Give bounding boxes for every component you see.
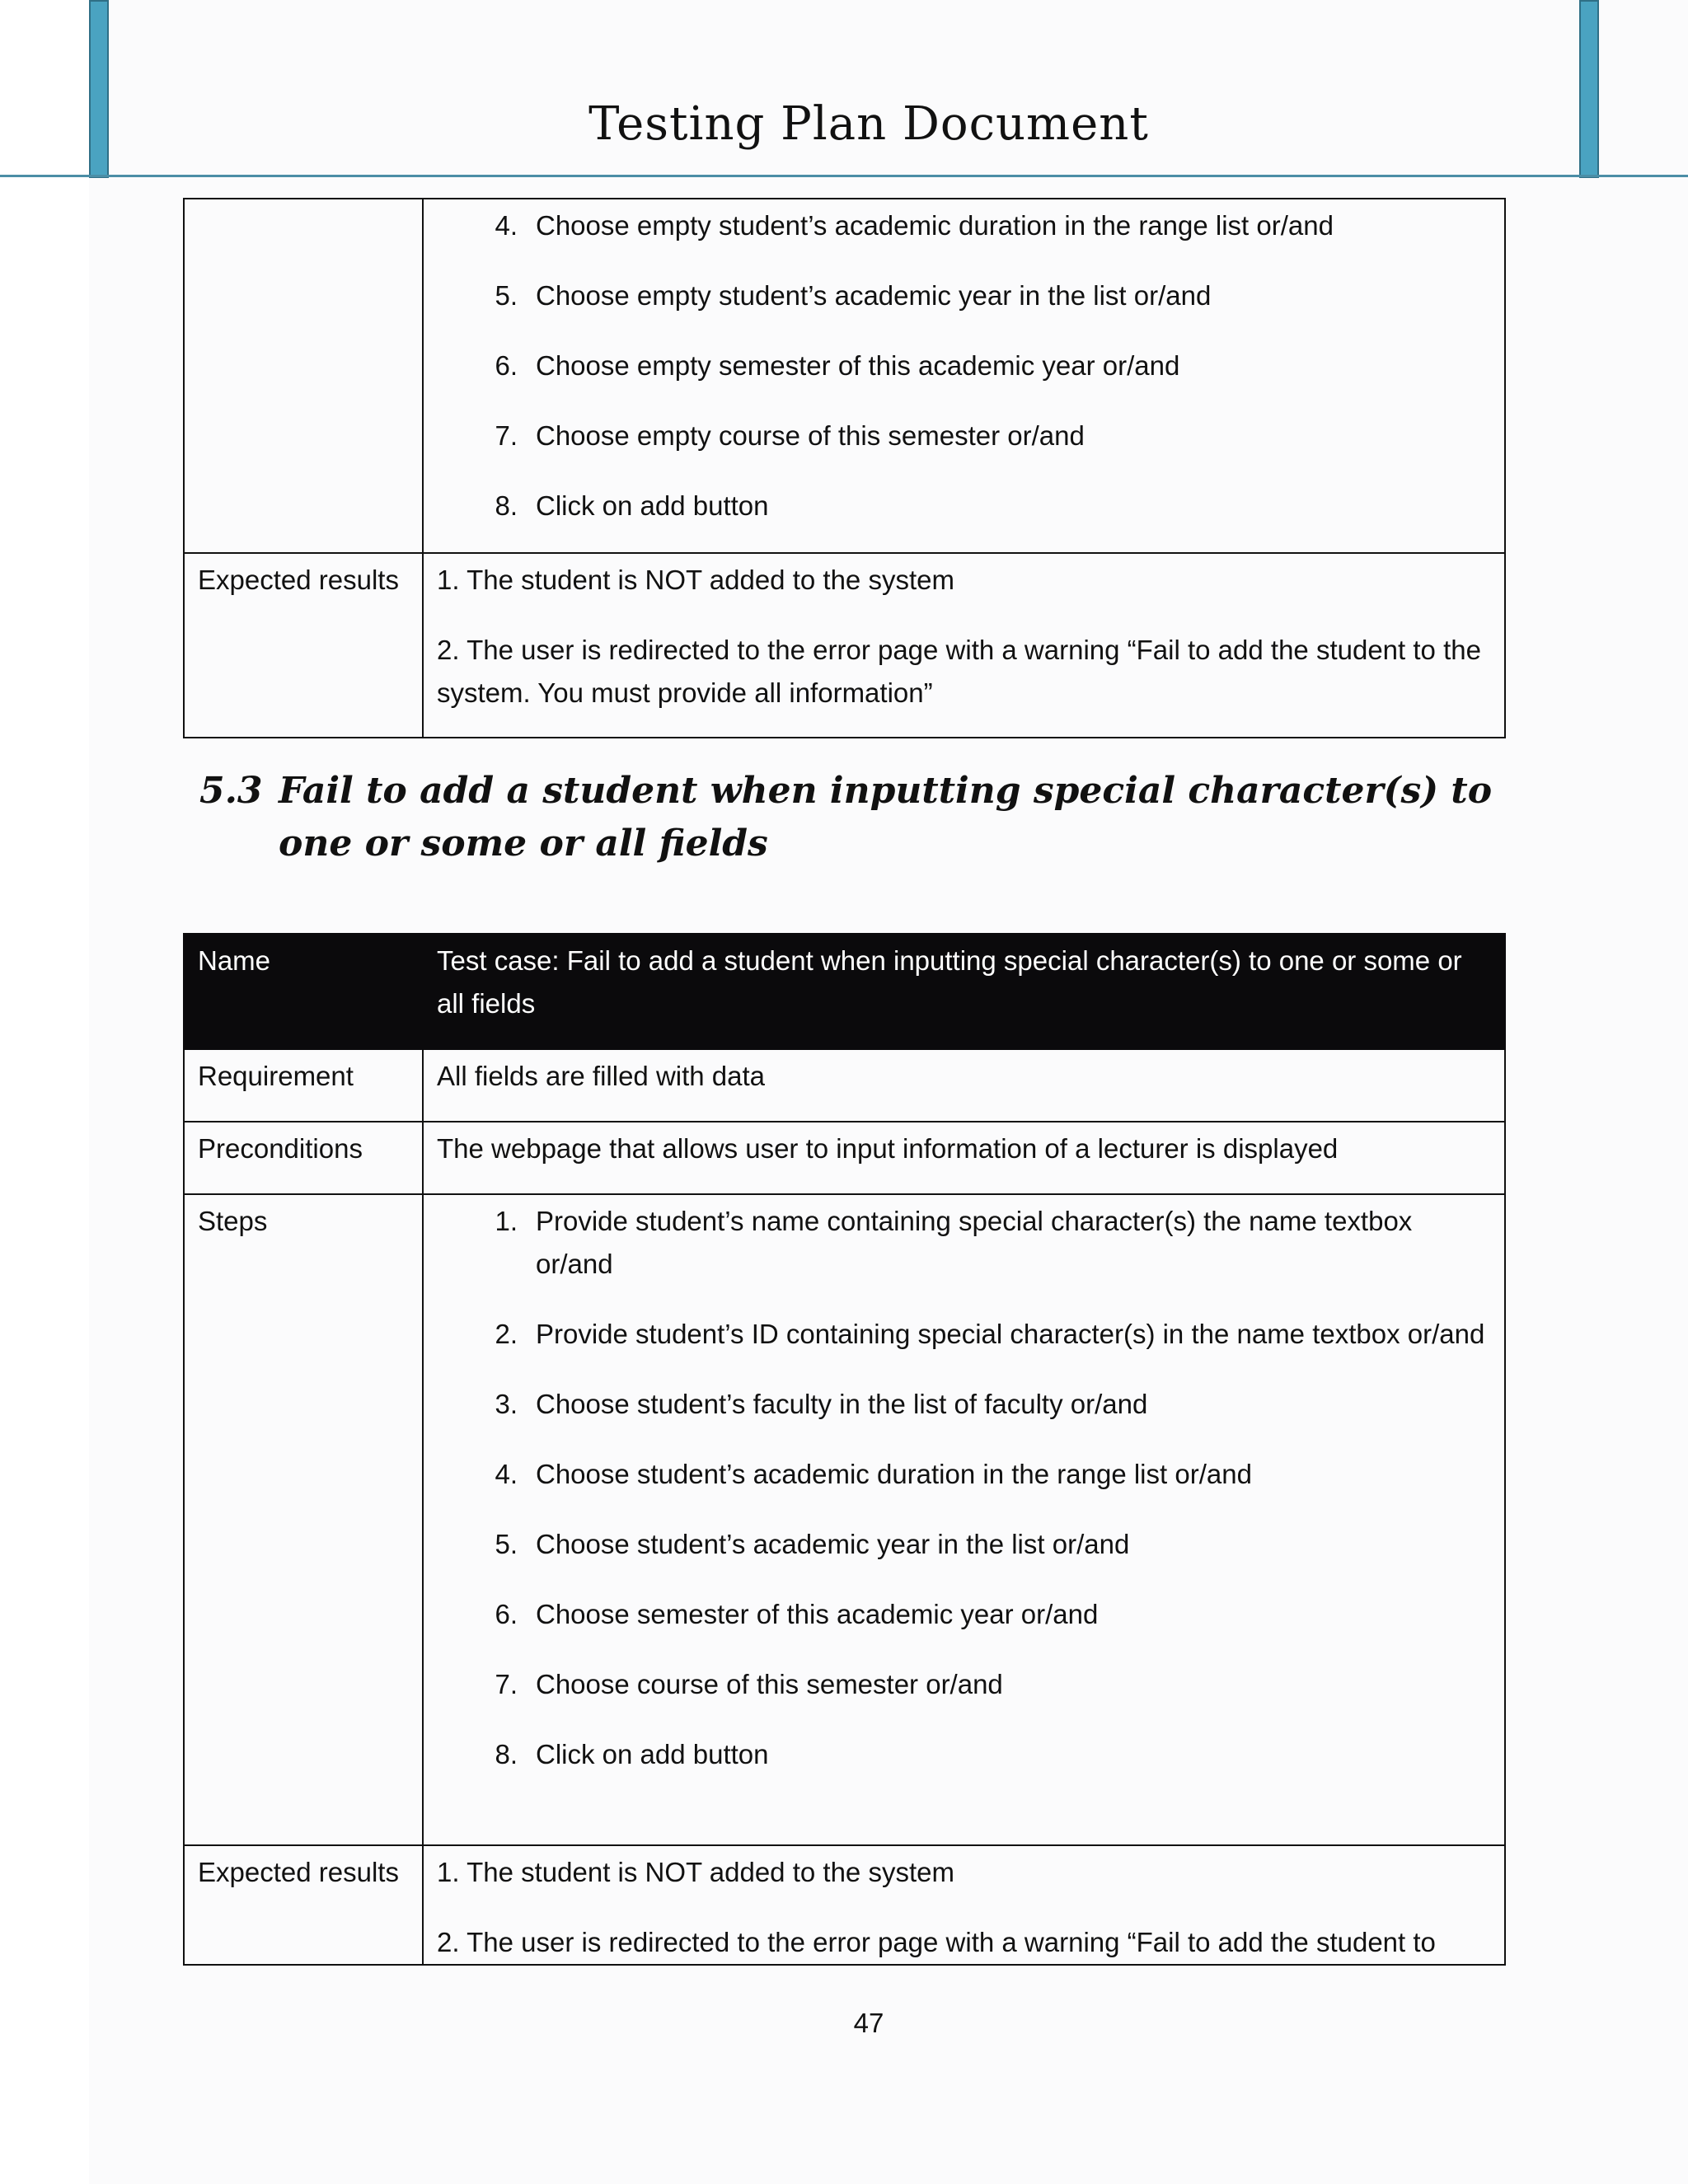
expected-results-label: Expected results [184,553,423,738]
list-item: 1. Provide student’s name containing special character(s) the name textbox or/and [495,1206,1413,1279]
steps-list [437,1200,1491,1776]
list-item: 7. Choose empty course of this semester or/and [495,420,1085,451]
list-item: 6. Choose semester of this academic year or/and [495,1599,1099,1629]
name-value: Test case: Fail to add a student when inputting special character(s) to one or some or all fields [423,934,1505,1049]
page-number: 47 [853,2008,884,2038]
list-item: 6. Choose empty semester of this academic year or/and [495,350,1180,381]
requirement-label: Requirement [184,1049,423,1122]
steps-list [437,204,1491,527]
section-number: 5.3 [199,770,263,812]
list-item: 5. Choose student’s academic year in the list or/and [495,1529,1130,1559]
table-row [184,553,1505,738]
expected-results-cell [423,553,1505,738]
header-rule [0,175,1688,177]
list-item: 3. Choose student’s faculty in the list of faculty or/and [495,1389,1148,1419]
preconditions-value: The webpage that allows user to input information of a lecturer is displayed [423,1122,1505,1194]
preconditions-label: Preconditions [184,1122,423,1194]
table-row [184,199,1505,553]
section-heading [199,765,1551,870]
test-case-table-continued [183,198,1506,738]
table-row [184,1122,1505,1194]
expected-result-item: 1. The student is NOT added to the system [437,565,954,595]
steps-label: Steps [184,1194,423,1845]
requirement-value: All fields are filled with data [423,1049,1505,1122]
header-accent-bar-right [1579,0,1599,178]
table-row [184,1194,1505,1845]
expected-result-item: 1. The student is NOT added to the system [437,1857,954,1887]
list-item: 2. Provide student’s ID containing special character(s) in the name textbox or/and [495,1319,1485,1349]
name-label: Name [184,934,423,1049]
document-title: Testing Plan Document [588,97,1149,151]
list-item: 4. Choose empty student’s academic duration in the range list or/and [495,210,1334,241]
steps-cell [423,1194,1505,1845]
expected-results-cell [423,1845,1505,1965]
list-item: 7. Choose course of this semester or/and [495,1669,1003,1699]
test-case-table [183,933,1506,1966]
list-item: 8. Click on add button [495,1739,769,1769]
steps-cell [423,199,1505,553]
list-item: 5. Choose empty student’s academic year in the list or/and [495,280,1212,311]
table-row [184,1049,1505,1122]
header-accent-bar-left [89,0,109,178]
empty-label-cell [184,199,423,553]
expected-results-label: Expected results [184,1845,423,1965]
table-row [184,1845,1505,1965]
list-item: 8. Click on add button [495,490,769,521]
section-title: Fail to add a student when inputting special character(s) to one or some or all fields [279,770,1493,865]
list-item: 4. Choose student’s academic duration in the range list or/and [495,1459,1252,1489]
expected-result-item: 2. The user is redirected to the error page with a warning “Fail to add the student to the system. You must provide all information” [437,635,1481,708]
table-header-row [184,934,1505,1049]
expected-result-item: 2. The user is redirected to the error page with a warning “Fail to add the student to [437,1927,1436,1957]
